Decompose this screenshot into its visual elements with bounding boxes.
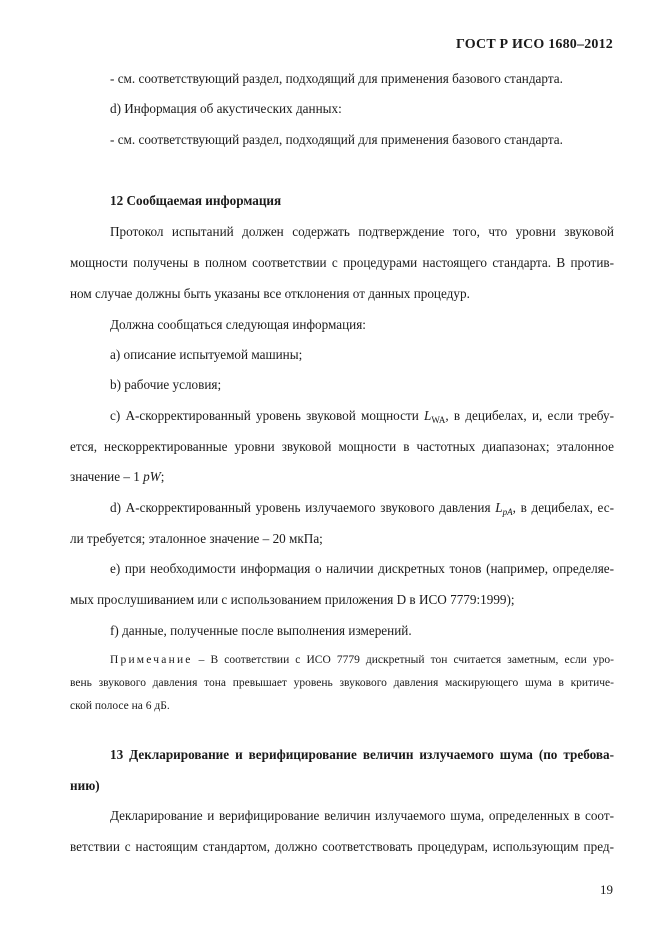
text-line: - см. соответствующий раздел, подходящий для применения базового стандарта. [110,132,563,147]
text-run: значение – 1 [70,469,144,484]
list-item-d2-continued: ли требуется; эталонное значение – 20 мкПа; [70,531,323,546]
paragraph-line: ном случае должны быть указаны все отклонения от данных процедур. [70,286,470,301]
text-run: d) А-скорректированный уровень излучаемого звукового давления [110,500,496,515]
paragraph-line: мощности получены в полном соответствии с процедурами настоящего стандарта. В против- [70,255,614,270]
list-item-c-continued [70,469,614,485]
list-item-c-continued: ется, нескорректированные уровни звуковой мощности в частотных диапазонах; эталонное [70,439,614,454]
list-item-a: а) описание испытуемой машины; [110,347,303,362]
paragraph-line: Протокол испытаний должен содержать подтверждение того, что уровни звуковой [110,224,614,239]
text-run: – В соответствии с ИСО 7779 дискретный тон считается заметным, если уро- [192,654,614,666]
list-item-f: f) данные, полученные после выполнения измерений. [110,623,412,638]
unit-pW: pW [143,469,161,484]
note-label: Примечание [110,654,193,666]
list-item-b: b) рабочие условия; [110,377,222,392]
paragraph-line: Декларирование и верифицирование величин излучаемого шума, определенных в соот- [110,808,614,823]
section-heading-13-continued: нию) [70,778,100,793]
note-line: вень звукового давления тона превышает уровень звукового давления маскирующего шума в критиче- [70,677,614,689]
list-item-d2 [110,500,614,517]
symbol-L: L [424,408,432,423]
note-line [110,654,614,666]
text-run: ; [160,469,165,484]
list-item-d: d) Информация об акустических данных: [110,101,342,116]
list-item-e-continued: мых прослушиванием или с использованием приложения D в ИСО 7779:1999); [70,592,515,607]
list-item-e: е) при необходимости информация о наличии дискретных тонов (например, определяе- [110,561,614,576]
section-heading-13: 13 Декларирование и верифицирование величин излучаемого шума (по требова- [110,747,614,762]
page-header-standard-title: ГОСТ Р ИСО 1680–2012 [455,37,613,52]
list-item-c [110,408,614,425]
text-run: , в децибелах, и, если требу- [445,408,614,423]
section-heading-12: 12 Сообщаемая информация [110,193,282,208]
symbol-L: L [495,500,503,515]
symbol-subscript: pA [502,507,513,517]
note-line: ской полосе на 6 дБ. [70,700,170,712]
paragraph-line: ветствии с настоящим стандартом, должно соответствовать процедурам, использующим пред- [70,839,614,854]
text-line: - см. соответствующий раздел, подходящий для применения базового стандарта. [110,71,563,86]
symbol-subscript: WA [431,415,446,425]
page-number: 19 [600,882,613,897]
text-run: , в децибелах, ес- [512,500,614,515]
paragraph-line: Должна сообщаться следующая информация: [110,317,366,332]
text-run: с) А-скорректированный уровень звуковой мощности [110,408,424,423]
